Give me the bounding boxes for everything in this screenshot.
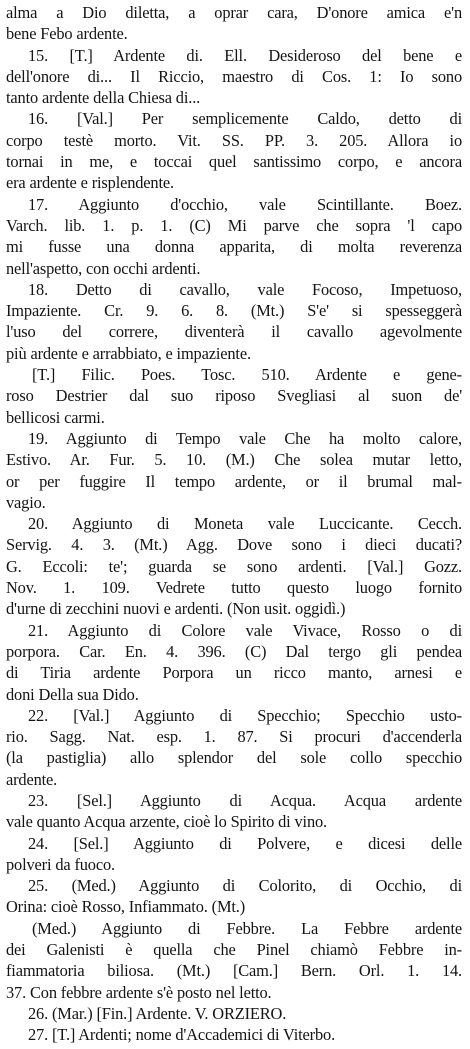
text-line: bellicosi carmi. — [6, 407, 105, 427]
text-line: era ardente e risplendente. — [6, 173, 174, 193]
text-line: bene Febo ardente. — [6, 24, 128, 44]
text-line: polveri da fuoco. — [6, 854, 115, 874]
text-line: 16. [Val.] Per semplicemente Caldo, detto di — [28, 109, 462, 129]
text-line: tanto ardente della Chiesa di... — [6, 88, 201, 108]
text-line: (la pastiglia) allo splendor del sole collo specchio — [6, 748, 462, 768]
text-line: rio. Sagg. Nat. esp. 1. 87. Si procuri d'accenderla — [6, 727, 462, 747]
text-line: 19. Aggiunto di Tempo vale Che ha molto calore, — [28, 428, 462, 448]
text-line: or per fuggire Il tempo ardente, or il brumal mal- — [6, 471, 462, 491]
text-line: 25. (Med.) Aggiunto di Colorito, di Occhio, di — [28, 876, 462, 896]
text-line: [T.] Filic. Poes. Tosc. 510. Ardente e gene- — [32, 365, 462, 385]
text-line: fiammatoria biliosa. (Mt.) [Cam.] Bern. Orl. 1. 14. — [6, 961, 462, 981]
text-line: nell'aspetto, con occhi ardenti. — [6, 258, 201, 278]
text-line: roso Destrier dal suo riposo Svegliasi al suon de' — [6, 386, 462, 406]
text-line: 22. [Val.] Aggiunto di Specchio; Specchio usto- — [28, 705, 462, 725]
text-line: 24. [Sel.] Aggiunto di Polvere, e dicesi delle — [28, 833, 462, 853]
text-line: doni Della sua Dido. — [6, 684, 139, 704]
text-line: dei Galenisti è quella che Pinel chiamò Febbre in- — [6, 940, 462, 960]
text-line: G. Eccoli: te'; guarda se sono ardenti. [Val.] Gozz. — [6, 556, 462, 576]
text-line: 17. Aggiunto d'occhio, vale Scintillante. Boez. — [28, 194, 462, 214]
text-line: Estivo. Ar. Fur. 5. 10. (M.) Che solea mutar letto, — [6, 450, 462, 470]
text-line: 27. [T.] Ardenti; nome d'Accademici di Viterbo. — [28, 1025, 336, 1045]
text-line: 20. Aggiunto di Moneta vale Luccicante. Cecch. — [28, 514, 462, 534]
text-line: Orina: cioè Rosso, Infiammato. (Mt.) — [6, 897, 246, 917]
text-line: 21. Aggiunto di Colore vale Vivace, Rosso o di — [28, 620, 462, 640]
text-line: vale quanto Acqua arzente, cioè lo Spirito di vino. — [6, 812, 327, 832]
text-line: Varch. lib. 1. p. 1. (C) Mi parve che sopra 'l capo — [6, 215, 462, 235]
text-line: Nov. 1. 109. Vedrete tutto questo luogo fornito — [6, 578, 462, 598]
text-line: Impaziente. Cr. 9. 6. 8. (Mt.) S'e' si spesseggerà — [6, 301, 462, 321]
text-line: 26. (Mar.) [Fin.] Ardente. V. ORZIERO. — [28, 1003, 287, 1023]
text-line: 15. [T.] Ardente di. Ell. Desideroso del bene e — [28, 45, 462, 65]
text-line: d'urne di zecchini nuovi e ardenti. (Non usit. oggidì.) — [6, 599, 346, 619]
text-line: ardente. — [6, 769, 58, 789]
text-line: dell'onore di... Il Riccio, maestro di Cos. 1: Io sono — [6, 66, 462, 86]
text-line: mi fusse una donna apparita, di molta reverenza — [6, 237, 462, 257]
text-line: tornai in me, e toccai quel santissimo corpo, e ancora — [6, 152, 462, 172]
text-line: corpo testè morto. Vit. SS. PP. 3. 205. Allora io — [6, 130, 462, 150]
text-line: (Med.) Aggiunto di Febbre. La Febbre ardente — [32, 918, 462, 938]
text-line: porpora. Car. En. 4. 396. (C) Dal tergo gli pendea — [6, 641, 462, 661]
text-line: 18. Detto di cavallo, vale Focoso, Impetuoso, — [28, 279, 462, 299]
text-line: alma a Dio diletta, a oprar cara, D'onore amica e'n — [6, 3, 462, 22]
text-line: l'uso del correre, diventerà il cavallo agevolmente — [6, 322, 462, 342]
text-line: vagio. — [6, 492, 46, 512]
text-line: di Tiria ardente Porpora un ricco manto, arnesi e — [6, 663, 462, 683]
text-line: Servig. 4. 3. (Mt.) Agg. Dove sono i dieci ducati? — [6, 535, 462, 555]
text-line: più ardente e arrabbiato, e impaziente. — [6, 343, 251, 363]
text-line: 23. [Sel.] Aggiunto di Acqua. Acqua ardente — [28, 790, 462, 810]
text-line: 37. Con febbre ardente s'è posto nel letto. — [6, 982, 272, 1002]
